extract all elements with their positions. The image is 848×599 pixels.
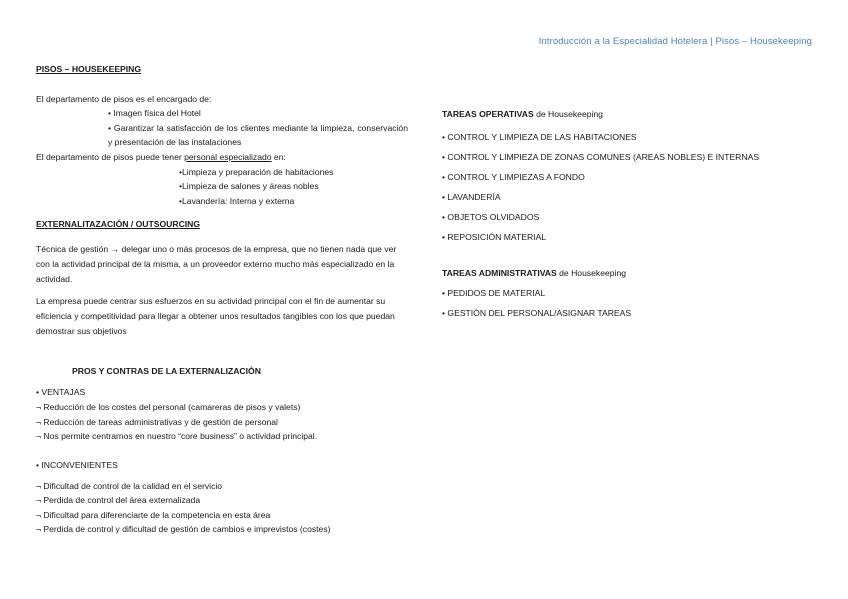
operativa-item: • CONTROL Y LIMPIEZA DE ZONAS COMUNES (AREAS NOBLES) E INTERNAS: [442, 151, 760, 162]
page-header: Introducción a la Especialidad Hotelera | Pisos – Housekeeping: [538, 36, 812, 47]
administrativa-item: • PEDIDOS DE MATERIAL: [442, 287, 546, 298]
ventaja-item: ¬ Reducción de los costes del personal (camareras de pisos y valets): [36, 402, 301, 413]
operativas-bold: TAREAS OPERATIVAS: [442, 109, 534, 119]
ventaja-item: ¬ Reducción de tareas administrativas y de gestión de personal: [36, 416, 278, 427]
specialized-item: •Limpieza de salones y áreas nobles: [179, 181, 319, 192]
operativas-list: [442, 130, 822, 245]
intro2-pre: El departamento de pisos puede tener: [36, 151, 185, 162]
duty-item: • Garantizar la satisfacción de los clientes mediante la limpieza, conservación y presentación de las instalaciones: [108, 122, 408, 148]
operativa-item: • CONTROL Y LIMPIEZA DE LAS HABITACIONES: [442, 131, 637, 142]
operativa-item: • CONTROL Y LIMPIEZAS A FONDO: [442, 171, 585, 182]
specialized-item: •Limpieza y preparación de habitaciones: [179, 166, 334, 177]
duties-list: [36, 106, 408, 150]
administrativas-bold: TAREAS ADMINISTRATIVAS: [442, 267, 557, 278]
section-title-pisos: PISOS – HOUSEKEEPING: [36, 64, 142, 74]
outsourcing-paragraph-2: [36, 294, 408, 339]
specialized-item: •Lavandería: Interna y externa: [179, 195, 295, 206]
tareas-administrativas-title: [442, 266, 822, 281]
inconveniente-item: ¬ Dificultad de control de la calidad en el servicio: [36, 480, 223, 491]
intro-text-1: El departamento de pisos es el encargado de:: [36, 93, 212, 104]
tareas-operativas-title: [442, 107, 822, 122]
administrativas-list: [442, 286, 822, 321]
left-column: [36, 62, 408, 537]
specialized-list: [36, 165, 408, 209]
intro2-underlined: personal especializado: [184, 151, 272, 162]
operativa-item: • LAVANDERÍA: [442, 191, 501, 202]
pros-contras-title: PROS Y CONTRAS DE LA EXTERNALIZACIÓN: [72, 365, 261, 376]
duty-item: • Imagen física del Hotel: [108, 108, 201, 119]
outsourcing-paragraph-1: [36, 242, 408, 287]
inconveniente-item: ¬ Perdida de control del área externalizada: [36, 495, 201, 506]
inconveniente-item: ¬ Dificultad para diferenciarte de la competencia en esta área: [36, 509, 271, 520]
administrativas-rest: de Housekeeping: [556, 267, 627, 278]
right-column: [442, 107, 822, 320]
ventajas-list: [36, 400, 408, 444]
outsourcing-p2-text: La empresa puede centrar sus esfuerzos en su actividad principal con el fin de aumentar su eficiencia y competitividad para llegar a obtener unos resultados tangibles con los que puedan demostrar sus objetivos: [36, 295, 395, 336]
operativa-item: • OBJETOS OLVIDADOS: [442, 211, 540, 222]
inconveniente-item: ¬ Perdida de control y dificultad de gestión de cambios e imprevistos (costes): [36, 524, 331, 535]
outsourcing-p1-text: Técnica de gestión → delegar uno o más procesos de la empresa, que no tienen nada que ver con la actividad principal de la misma, a un proveedor externo mucho más especializado en la actividad.: [36, 243, 397, 284]
operativa-item: • REPOSICIÓN MATERIAL: [442, 232, 547, 243]
inconvenientes-list: [36, 479, 408, 537]
intro2-post: en:: [271, 151, 286, 162]
operativas-rest: de Housekeeping: [533, 109, 603, 119]
administrativa-item: • GESTIÓN DEL PERSONAL/ASIGNAR TAREAS: [442, 307, 632, 318]
inconvenientes-title: • INCONVENIENTES: [36, 459, 118, 470]
ventaja-item: ¬ Nos permite centrarnos en nuestro “core business” o actividad principal.: [36, 431, 318, 442]
intro-text-2: [36, 150, 408, 165]
ventajas-title: • VENTAJAS: [36, 386, 86, 397]
section-title-outsourcing: EXTERNALITAZACIÓN / OUTSOURCING: [36, 219, 201, 230]
